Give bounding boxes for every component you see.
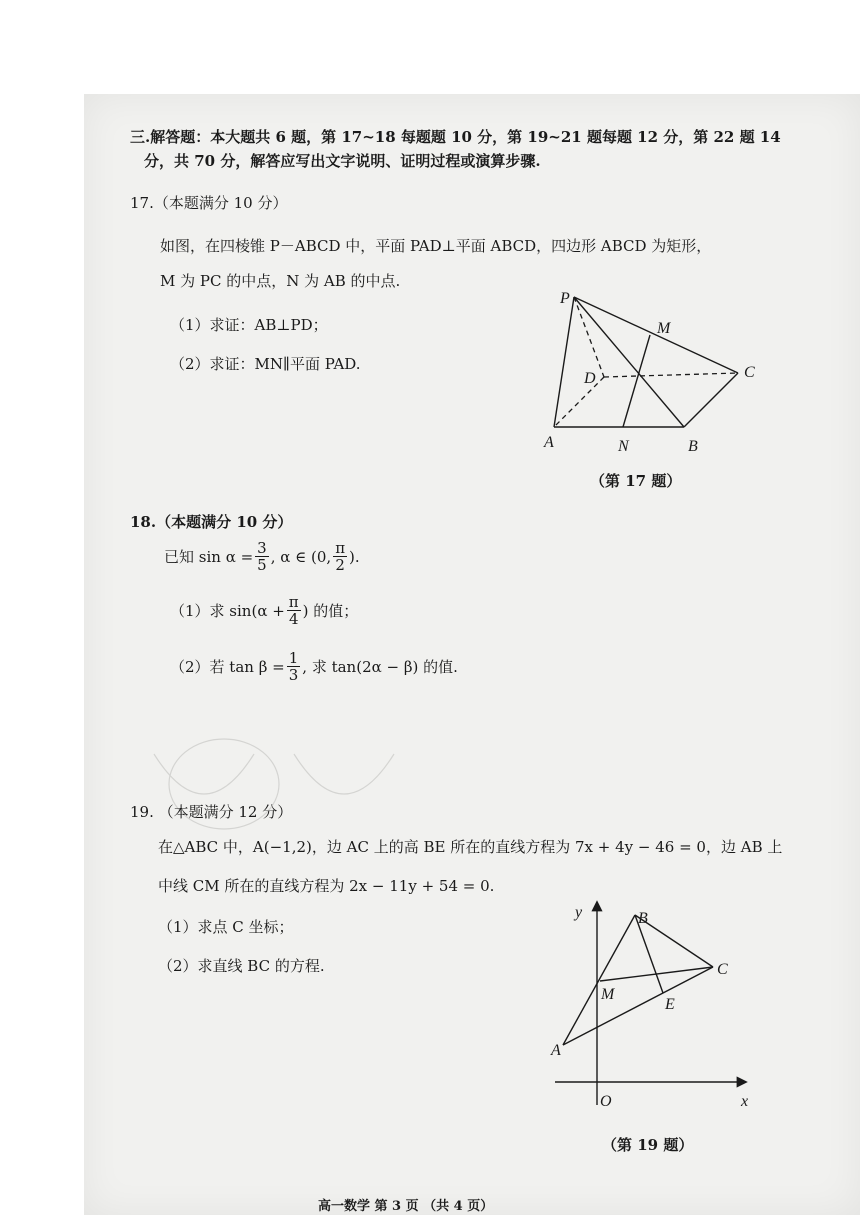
point-label-E: E <box>665 996 675 1013</box>
point-label-C: C <box>744 364 755 381</box>
point-label-M: M <box>601 986 615 1003</box>
fraction-denominator: 3 <box>288 666 299 684</box>
point-label-B: B <box>638 910 648 927</box>
fraction-numerator: π <box>335 539 346 557</box>
axis-label-x: x <box>741 1093 749 1110</box>
q18-heading: 18.（本题满分 10 分） <box>130 513 293 531</box>
point-label-A: A <box>544 434 554 451</box>
q18-part-1 <box>170 594 358 627</box>
fraction-denominator: 5 <box>257 556 267 574</box>
q17-part-2: （2）求证：MN∥平面 PAD. <box>170 355 361 373</box>
fraction-denominator: 4 <box>288 610 299 628</box>
edge-PC <box>574 297 738 373</box>
q17-pyramid-figure <box>530 285 770 465</box>
origin-label-O: O <box>600 1093 612 1110</box>
q18-given-prefix: 已知 sin α = <box>164 548 254 566</box>
fraction-numerator: 3 <box>257 539 267 557</box>
q18-part-2-prefix: （2）若 tan β = <box>170 658 285 676</box>
q18-part-1-suffix: ) 的值； <box>302 602 359 620</box>
q17-stem-line-1: 如图，在四棱锥 P－ABCD 中，平面 PAD⊥平面 ABCD，四边形 ABCD 为矩形， <box>160 237 712 255</box>
q19-stem-line-2: 中线 CM 所在的直线方程为 2x − 11y + 54 = 0. <box>158 877 495 895</box>
q18-part-2-suffix: , 求 tan(2α − β) 的值. <box>302 658 458 676</box>
q19-triangle-figure <box>545 895 755 1125</box>
point-label-M: M <box>657 320 671 337</box>
point-label-A: A <box>551 1042 561 1059</box>
q19-heading: 19. （本题满分 12 分） <box>130 803 293 821</box>
q18-given-mid: , α ∈ (0, <box>270 547 332 566</box>
q18-given-suffix: ). <box>349 547 360 566</box>
q19-stem-line-1: 在△ABC 中，A(−1,2)，边 AC 上的高 BE 所在的直线方程为 7x + 4y − 46 = 0，边 AB 上 <box>158 838 783 856</box>
point-label-B: B <box>688 438 698 455</box>
edge-DA-hidden <box>554 377 604 427</box>
edge-DC-hidden <box>604 373 738 377</box>
section-header-line-2: 分，共 70 分，解答应写出文字说明、证明过程或演算步骤. <box>144 152 541 170</box>
q17-heading: 17.（本题满分 10 分） <box>130 194 288 212</box>
section-header-line-1: 三.解答题：本大题共 6 题，第 17~18 每题题 10 分，第 19~21 题每题 12 分，第 22 题 14 <box>130 128 781 146</box>
fraction-pi-over-four <box>287 594 301 627</box>
point-label-C: C <box>717 961 728 978</box>
point-label-P: P <box>560 290 570 307</box>
side-AC <box>563 967 713 1045</box>
fraction-pi-over-two <box>333 540 347 573</box>
fraction-numerator: 1 <box>288 649 299 667</box>
axis-label-y: y <box>575 904 583 921</box>
edge-BC <box>684 373 738 427</box>
point-label-D: D <box>584 370 596 387</box>
q17-stem-line-2: M 为 PC 的中点，N 为 AB 的中点. <box>160 272 401 290</box>
fraction-one-third <box>287 650 301 683</box>
q17-part-1: （1）求证：AB⊥PD； <box>170 316 328 334</box>
q19-part-2: （2）求直线 BC 的方程. <box>158 957 325 975</box>
q18-part-2 <box>170 650 458 683</box>
fraction-three-fifths <box>255 540 269 573</box>
q19-figure-caption: （第 19 题） <box>602 1136 694 1154</box>
point-label-N: N <box>618 438 629 455</box>
q18-given <box>164 540 360 573</box>
fraction-denominator: 2 <box>335 556 345 574</box>
q19-part-1: （1）求点 C 坐标； <box>158 918 294 936</box>
q18-part-1-prefix: （1）求 sin(α + <box>170 602 285 620</box>
fraction-numerator: π <box>288 593 299 611</box>
edge-PA <box>554 297 574 427</box>
page-footer: 高一数学 第 3 页 （共 4 页） <box>318 1199 494 1214</box>
q17-figure-caption: （第 17 题） <box>590 472 682 490</box>
